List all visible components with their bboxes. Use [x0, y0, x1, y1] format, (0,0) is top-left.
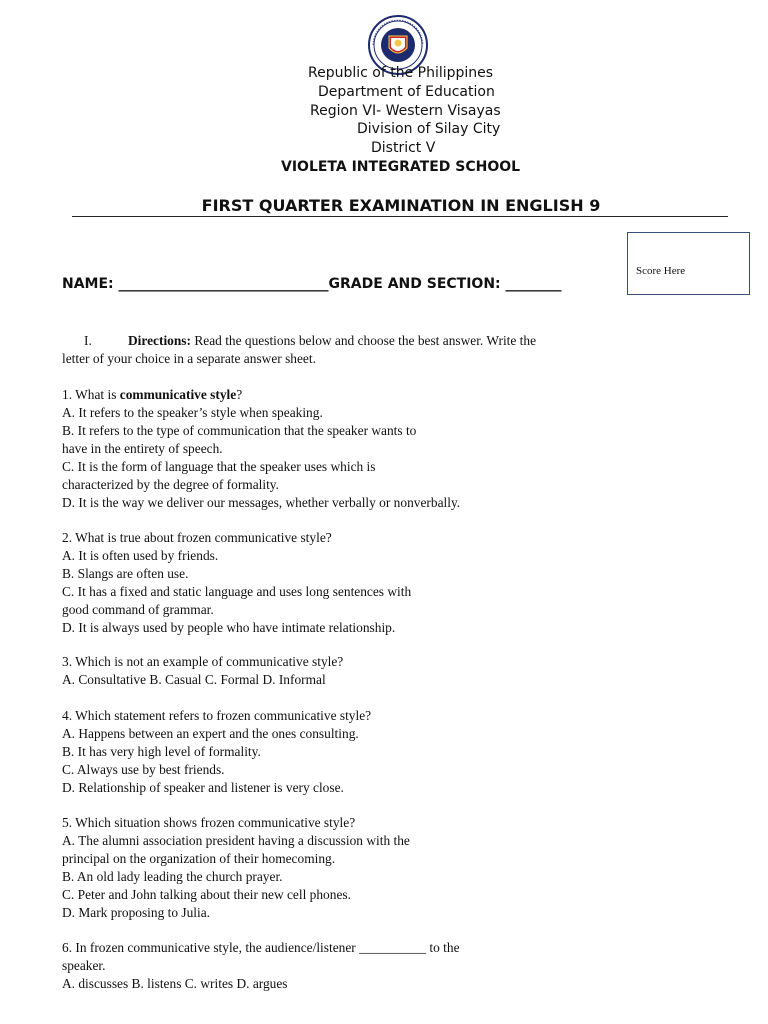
- question-1-stem-suffix: ?: [236, 387, 243, 402]
- header-division: Division of Silay City: [357, 121, 501, 137]
- directions-roman: I.: [84, 333, 92, 348]
- title-divider: [72, 216, 728, 217]
- question-5-stem: 5. Which situation shows frozen communicative style?: [62, 815, 356, 830]
- question-2-line: A. It is often used by friends.: [62, 548, 219, 563]
- grade-section-label: GRADE AND SECTION:: [328, 276, 501, 292]
- directions: [62, 332, 536, 368]
- question-6-line: A. discusses B. listens C. writes D. argues: [62, 976, 288, 991]
- score-label: Score Here: [636, 265, 686, 277]
- question-2: [62, 529, 411, 637]
- question-6-line: speaker.: [62, 958, 106, 973]
- question-1-line: have in the entirety of speech.: [62, 441, 223, 456]
- directions-text-2: letter of your choice in a separate answer sheet.: [62, 351, 316, 366]
- question-1-line: B. It refers to the type of communication that the speaker wants to: [62, 423, 417, 438]
- question-2-line: D. It is always used by people who have intimate relationship.: [62, 620, 396, 635]
- question-1-stem: [62, 386, 460, 404]
- question-2-line: C. It has a fixed and static language and uses long sentences with: [62, 584, 412, 599]
- question-5-line: A. The alumni association president having a discussion with the: [62, 833, 410, 848]
- question-3-line: A. Consultative B. Casual C. Formal D. Informal: [62, 672, 326, 687]
- header-republic: Republic of the Philippines: [308, 65, 494, 81]
- header-region: Region VI- Western Visayas: [310, 103, 501, 119]
- question-1-line: D. It is the way we deliver our messages, whether verbally or nonverbally.: [62, 495, 461, 510]
- question-3-stem: 3. Which is not an example of communicative style?: [62, 654, 344, 669]
- question-3: [62, 653, 343, 689]
- question-1-stem-prefix: 1. What is: [62, 387, 120, 402]
- question-2-line: B. Slangs are often use.: [62, 566, 189, 581]
- header-department: Department of Education: [318, 84, 495, 100]
- question-6: [62, 939, 460, 993]
- name-blank: ______________________________: [118, 276, 329, 292]
- question-2-line: good command of grammar.: [62, 602, 214, 617]
- school-name: VIOLETA INTEGRATED SCHOOL: [281, 159, 521, 175]
- question-1-line: A. It refers to the speaker’s style when speaking.: [62, 405, 323, 420]
- question-5: [62, 814, 410, 922]
- question-4-line: A. Happens between an expert and the ones consulting.: [62, 726, 359, 741]
- question-1: [62, 386, 460, 512]
- question-1-line: characterized by the degree of formality.: [62, 477, 279, 492]
- question-5-line: D. Mark proposing to Julia.: [62, 905, 211, 920]
- grade-section-blank: ________: [505, 276, 562, 292]
- question-4-line: D. Relationship of speaker and listener is very close.: [62, 780, 344, 795]
- question-4-stem: 4. Which statement refers to frozen communicative style?: [62, 708, 372, 723]
- question-5-line: B. An old lady leading the church prayer.: [62, 869, 283, 884]
- header-district: District V: [371, 140, 436, 156]
- question-5-line: C. Peter and John talking about their new cell phones.: [62, 887, 351, 902]
- question-2-stem: 2. What is true about frozen communicative style?: [62, 530, 332, 545]
- question-4-line: B. It has very high level of formality.: [62, 744, 261, 759]
- score-box: [627, 232, 750, 295]
- name-label: NAME:: [62, 276, 114, 292]
- question-6-stem: 6. In frozen communicative style, the audience/listener __________ to the: [62, 940, 460, 955]
- question-4-line: C. Always use by best friends.: [62, 762, 225, 777]
- exam-title: FIRST QUARTER EXAMINATION IN ENGLISH 9: [201, 196, 601, 215]
- question-1-line: C. It is the form of language that the speaker uses which is: [62, 459, 376, 474]
- question-5-line: principal on the organization of their homecoming.: [62, 851, 336, 866]
- directions-text-1: Read the questions below and choose the best answer. Write the: [190, 333, 537, 348]
- name-row: [62, 276, 562, 292]
- question-1-stem-bold: communicative style: [119, 387, 237, 402]
- directions-label: Directions:: [128, 333, 191, 348]
- question-4: [62, 707, 371, 797]
